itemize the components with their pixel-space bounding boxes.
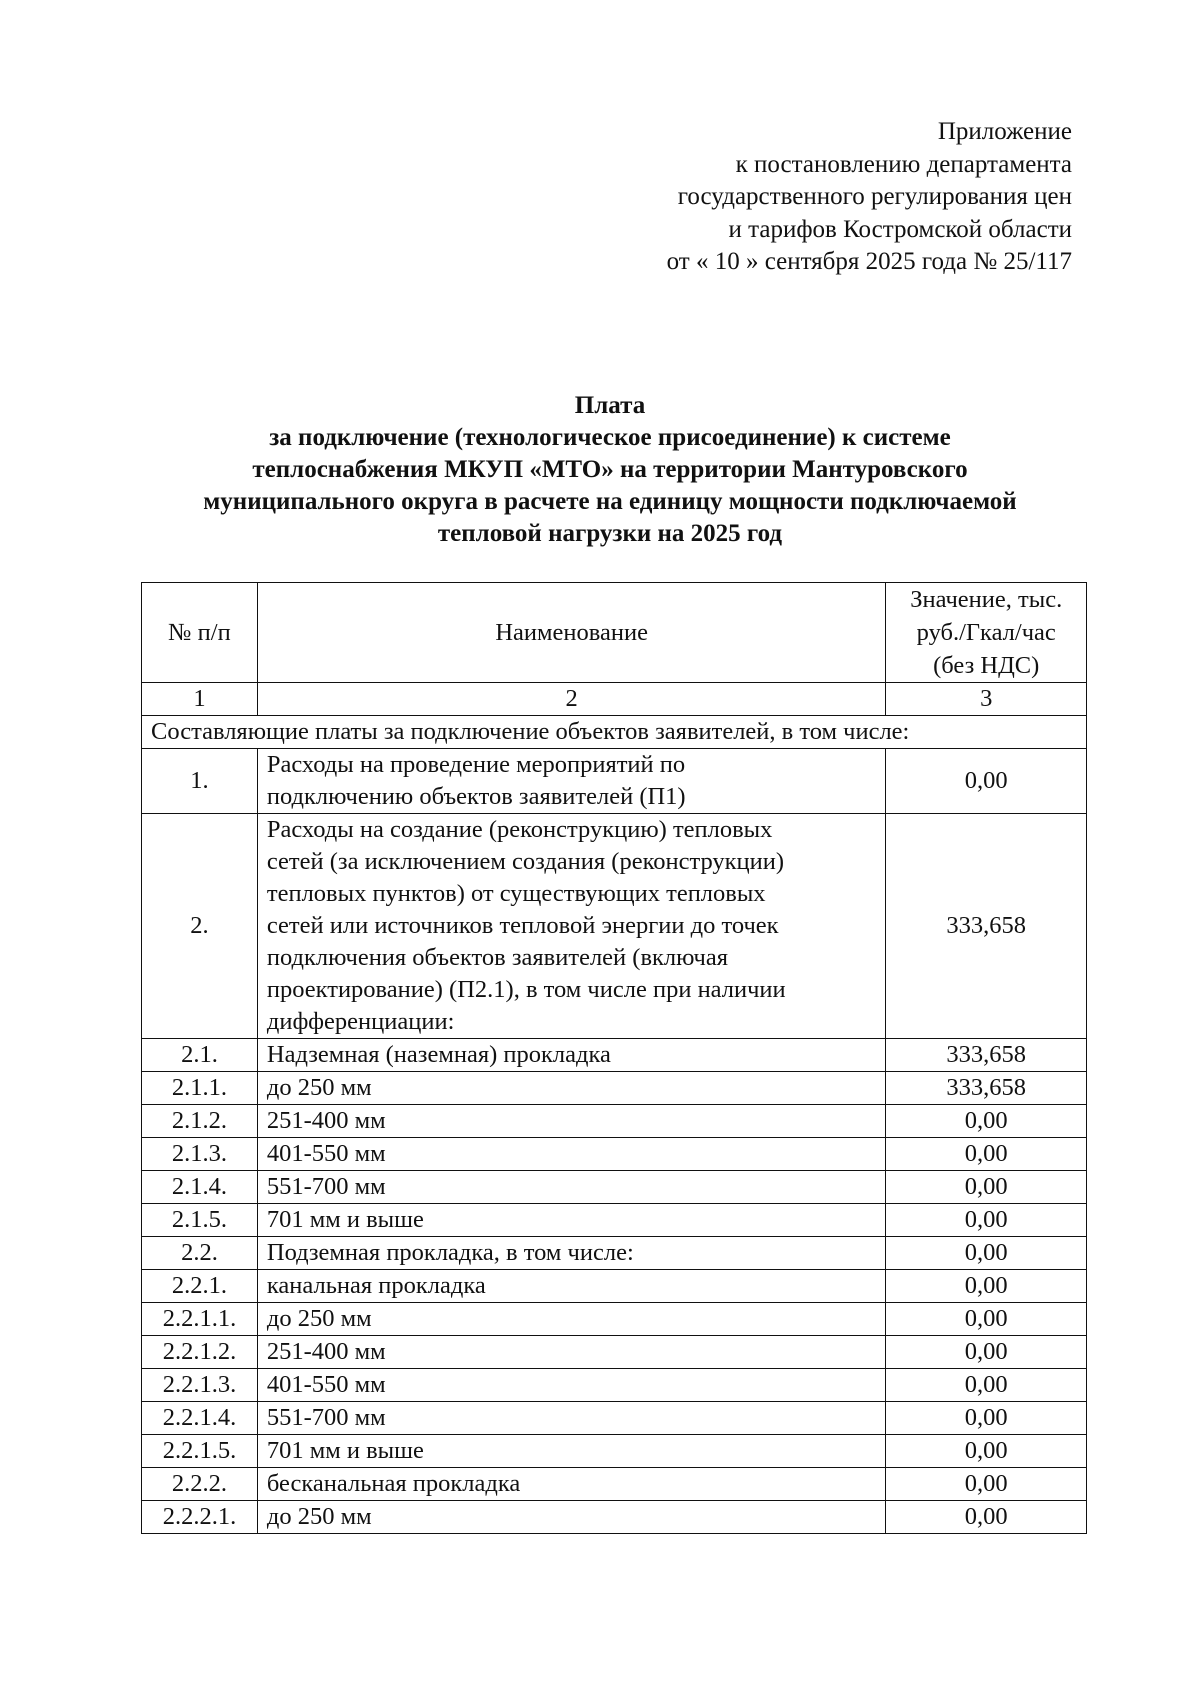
row-name-line: Расходы на проведение мероприятий по [266,751,686,778]
row-name [257,814,886,1039]
row-value: 0,00 [886,1435,1087,1468]
document-title [60,390,1160,550]
row-number: 2.1.5. [142,1204,258,1237]
row-value: 0,00 [886,1105,1087,1138]
row-value: 0,00 [886,1336,1087,1369]
row-number: 2.1.2. [142,1105,258,1138]
row-number: 2.2.2. [142,1468,258,1501]
table-row [142,1336,1087,1369]
tariff-table-body [142,583,1087,1534]
row-name-line: подключения объектов заявителей (включая [266,944,728,971]
row-value: 0,00 [886,1468,1087,1501]
row-name [257,1270,886,1303]
row-name-line: 551-700 мм [266,1404,386,1431]
row-name [257,1402,886,1435]
appendix-line: к постановлению департамента [735,150,1072,178]
row-name [257,1171,886,1204]
row-name [257,1072,886,1105]
row-name [257,1039,886,1072]
row-value: 333,658 [886,814,1087,1039]
table-row [142,1468,1087,1501]
appendix-block [667,116,1072,279]
table-row [142,1105,1087,1138]
row-number: 2.1.3. [142,1138,258,1171]
table-row [142,1204,1087,1237]
table-row [142,1501,1087,1534]
row-value: 0,00 [886,1171,1087,1204]
table-row [142,1072,1087,1105]
table-row [142,1270,1087,1303]
row-number: 2.1.4. [142,1171,258,1204]
row-name [257,1336,886,1369]
column-index: 1 [142,683,258,716]
row-name-line: сетей (за исключением создания (реконструкции) [266,848,785,875]
row-number: 2.2.1.5. [142,1435,258,1468]
row-name [257,1105,886,1138]
row-name-line: тепловых пунктов) от существующих тепловых [266,880,766,907]
row-name-line: Подземная прокладка, в том числе: [266,1239,634,1266]
appendix-line: и тарифов Костромской области [728,215,1072,243]
table-row [142,1039,1087,1072]
row-name [257,749,886,814]
tariff-table [141,582,1087,1534]
title-line: за подключение (технологическое присоединение) к системе [269,424,951,451]
header-name: Наименование [257,583,886,683]
title-line: муниципального округа в расчете на единицу мощности подключаемой [203,488,1017,515]
row-name [257,1204,886,1237]
row-name-line: проектирование) (П2.1), в том числе при наличии [266,976,786,1003]
row-name [257,1369,886,1402]
section-row [142,716,1087,749]
header-value [886,583,1087,683]
column-index: 3 [886,683,1087,716]
row-number: 2.2.1.4. [142,1402,258,1435]
row-number: 2.2.1. [142,1270,258,1303]
row-number: 1. [142,749,258,814]
row-number: 2.2.1.2. [142,1336,258,1369]
table-row [142,1303,1087,1336]
row-name-line: до 250 мм [266,1503,372,1530]
row-name-line: 251-400 мм [266,1107,386,1134]
row-value: 333,658 [886,1072,1087,1105]
table-row [142,1171,1087,1204]
header-num: № п/п [142,583,258,683]
row-number: 2.2.2.1. [142,1501,258,1534]
row-name-line: 251-400 мм [266,1338,386,1365]
row-name [257,1435,886,1468]
row-name [257,1237,886,1270]
row-number: 2.2.1.3. [142,1369,258,1402]
table-row [142,814,1087,1039]
row-name [257,1468,886,1501]
row-name [257,1138,886,1171]
header-value-line: (без НДС) [933,652,1040,679]
row-name-line: бесканальная прокладка [266,1470,521,1497]
row-value: 0,00 [886,1237,1087,1270]
table-row [142,1237,1087,1270]
row-name-line: 701 мм и выше [266,1437,424,1464]
row-value: 0,00 [886,1270,1087,1303]
row-name-line: канальная прокладка [266,1272,486,1299]
row-name-line: Надземная (наземная) прокладка [266,1041,611,1068]
row-number: 2.1.1. [142,1072,258,1105]
header-value-line: руб./Гкал/час [916,619,1056,646]
row-name-line: 401-550 мм [266,1140,386,1167]
section-label: Составляющие платы за подключение объектов заявителей, в том числе: [142,716,1087,749]
row-name-line: Расходы на создание (реконструкцию) тепловых [266,816,773,843]
table-row [142,1369,1087,1402]
appendix-line: от « 10 » сентября 2025 года № 25/117 [666,248,1072,275]
table-row [142,1435,1087,1468]
row-name [257,1501,886,1534]
row-value: 0,00 [886,1501,1087,1534]
row-value: 0,00 [886,1204,1087,1237]
row-value: 0,00 [886,1402,1087,1435]
table-row [142,1138,1087,1171]
row-name-line: дифференциации: [266,1008,455,1035]
table-header-row [142,583,1087,683]
title-line: Плата [574,392,646,419]
column-index: 2 [257,683,886,716]
row-number: 2. [142,814,258,1039]
title-line: тепловой нагрузки на 2025 год [437,520,783,547]
table-row [142,749,1087,814]
row-name-line: подключению объектов заявителей (П1) [266,783,686,810]
row-name-line: 551-700 мм [266,1173,386,1200]
row-number: 2.2.1.1. [142,1303,258,1336]
row-name-line: до 250 мм [266,1074,372,1101]
header-value-line: Значение, тыс. [910,586,1063,613]
row-name [257,1303,886,1336]
row-number: 2.1. [142,1039,258,1072]
row-value: 333,658 [886,1039,1087,1072]
row-number: 2.2. [142,1237,258,1270]
row-value: 0,00 [886,1138,1087,1171]
row-name-line: сетей или источников тепловой энергии до точек [266,912,779,939]
table-row [142,1402,1087,1435]
row-value: 0,00 [886,1369,1087,1402]
appendix-line: Приложение [937,118,1072,145]
title-line: теплоснабжения МКУП «МТО» на территории Мантуровского [252,456,968,483]
column-index-row [142,683,1087,716]
row-name-line: до 250 мм [266,1305,372,1332]
appendix-line: государственного регулирования цен [677,183,1072,210]
row-name-line: 701 мм и выше [266,1206,424,1233]
row-name-line: 401-550 мм [266,1371,386,1398]
row-value: 0,00 [886,749,1087,814]
row-value: 0,00 [886,1303,1087,1336]
